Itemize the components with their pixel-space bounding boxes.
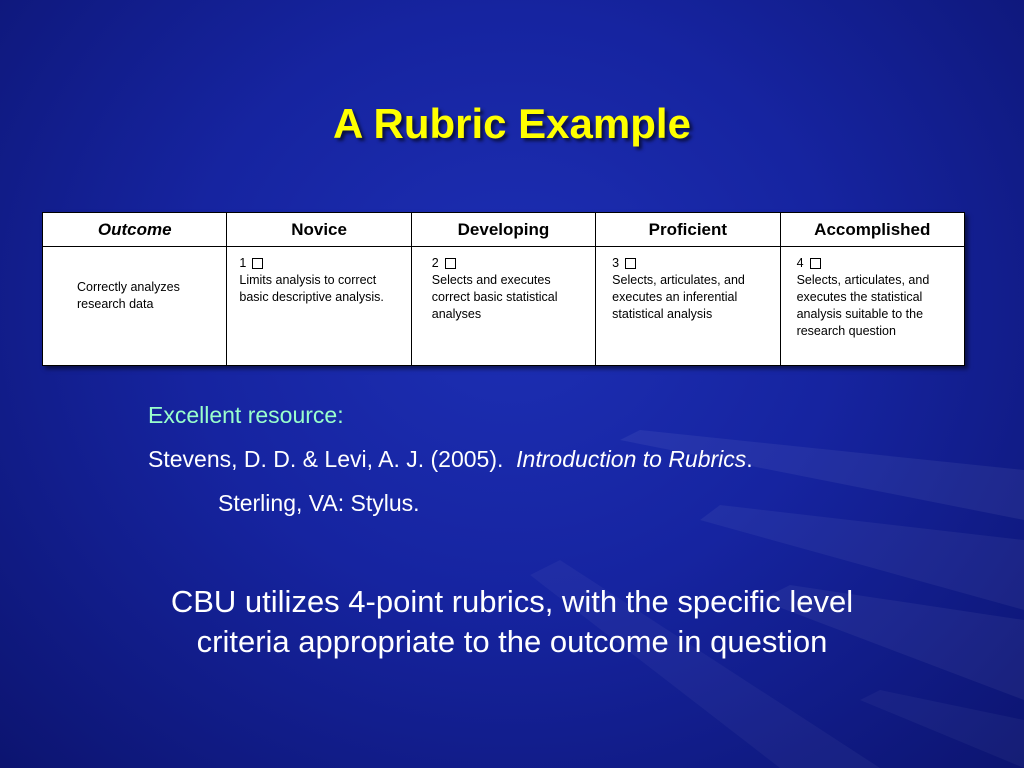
citation-line-1 — [148, 446, 753, 473]
level-number: 1 — [239, 256, 247, 270]
slide-title: A Rubric Example — [333, 100, 691, 147]
checkbox-empty-icon — [252, 258, 263, 269]
rubric-table — [42, 212, 965, 366]
outcome-cell: Correctly analyzes research data — [43, 247, 227, 366]
header-proficient: Proficient — [596, 213, 780, 247]
footer-line-2: criteria appropriate to the outcome in question — [196, 624, 828, 659]
level-number: 4 — [796, 256, 804, 270]
footer-statement — [0, 582, 1024, 662]
rubric-row — [43, 247, 965, 366]
header-accomplished: Accomplished — [780, 213, 964, 247]
header-outcome: Outcome — [43, 213, 227, 247]
level-description: Selects, articulates, and executes the statistical analysis suitable to the research question — [796, 273, 930, 338]
header-developing: Developing — [411, 213, 595, 247]
level-cell-novice — [227, 247, 411, 366]
level-cell-developing — [411, 247, 595, 366]
citation-title: Introduction to Rubrics — [516, 446, 747, 472]
level-description: Selects, articulates, and executes an inferential statistical analysis — [612, 273, 745, 321]
level-description: Limits analysis to correct basic descriptive analysis. — [239, 273, 384, 304]
rubric-header-row — [43, 213, 965, 247]
header-novice: Novice — [227, 213, 411, 247]
citation-period: . — [746, 446, 753, 472]
level-number: 2 — [431, 256, 439, 270]
footer-line-1: CBU utilizes 4-point rubrics, with the specific level — [170, 584, 854, 619]
checkbox-empty-icon — [625, 258, 636, 269]
checkbox-empty-icon — [810, 258, 821, 269]
level-cell-proficient — [596, 247, 780, 366]
level-cell-accomplished — [780, 247, 964, 366]
citation-authors: Stevens, D. D. & Levi, A. J. (2005). — [148, 446, 504, 472]
level-number: 3 — [612, 256, 620, 270]
level-description: Selects and executes correct basic statistical analyses — [431, 273, 558, 321]
resource-label: Excellent resource: — [148, 402, 344, 428]
citation-publisher: Sterling, VA: Stylus. — [218, 490, 420, 516]
checkbox-empty-icon — [445, 258, 456, 269]
